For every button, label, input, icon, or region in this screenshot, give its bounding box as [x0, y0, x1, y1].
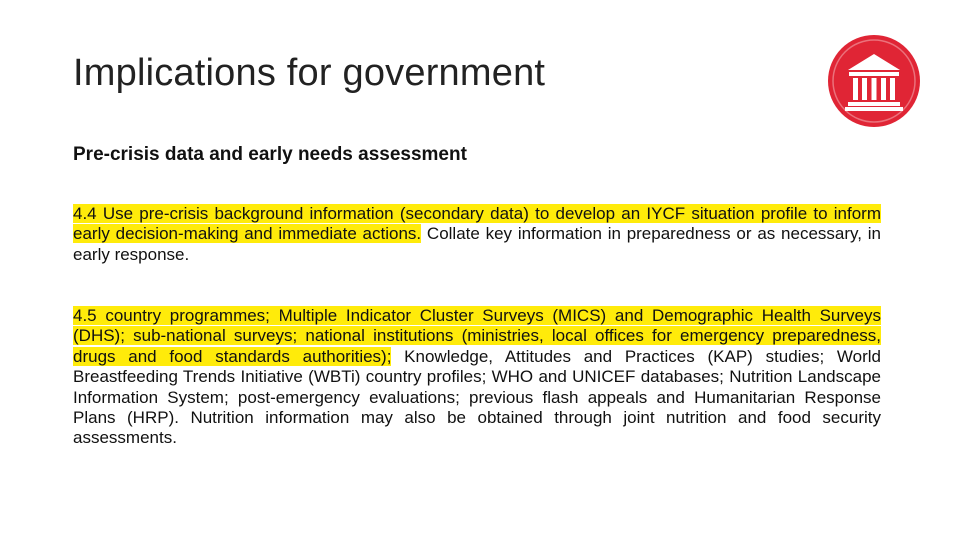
- plain-text: Knowledge, Attitudes and Practices (KAP) studies; World Breastfeeding Trends Initiative (WBTi) country profiles; WHO and UNICEF databases; Nutrition Landscape Information System; post-emergency evaluations; previous flash appeals and Humanitarian Response Plans (HRP). Nutrition information may also be obtained through joint nutrition and food security assessments.: [73, 346, 881, 448]
- section-subheading: Pre-crisis data and early needs assessment: [73, 144, 467, 165]
- highlighted-text: 4.4 Use pre-crisis background information (secondary data) to develop an IYCF situation profile to inform early decision-making and immediate actions.: [73, 204, 881, 244]
- plain-text: Collate key information in preparedness or as necessary, in early response.: [73, 224, 881, 264]
- highlighted-text: 4.5 country programmes; Multiple Indicator Cluster Surveys (MICS) and Demographic Health Surveys (DHS); sub-national surveys; national institutions (ministries, local offices for emergency preparedness, drugs and food standards authorities);: [73, 306, 881, 366]
- paragraph-4-5: [73, 306, 881, 449]
- paragraph-4-4: [73, 204, 881, 265]
- government-building-icon: [826, 33, 922, 129]
- slide-title: Implications for government: [73, 52, 546, 94]
